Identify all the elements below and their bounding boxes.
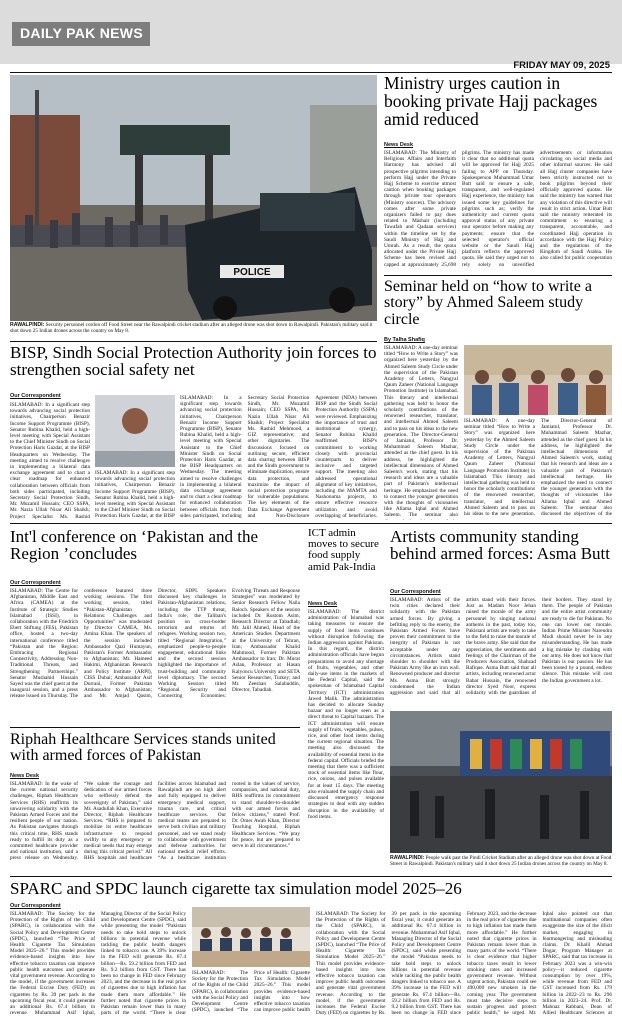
caption-label: RAWALPINDI: xyxy=(10,322,45,328)
sparc-body-mid: ISLAMABAD: The Society for the Protection of the Rights of the Child (SPARC), in collaboration with the Social Policy and Development Centre (SPDC), launched “The Price of Health: Cigarette Tax Simulation Model 2025–26.” This model provides evidence-based insights into how effective tobacco taxation can improve public health xyxy=(192,970,310,1014)
hajj-headline: Ministry urges caution in booking private Hajj packages amid reduced xyxy=(384,75,598,129)
artists-photo xyxy=(390,711,612,853)
ict-byline: News Desk xyxy=(308,601,338,607)
seminar-byline: By Talha Shafiq xyxy=(384,337,425,343)
sparc-body-left: ISLAMABAD: The Society for the Protection of the Rights of the Child (SPARC), in collaboration with the Social Policy and Development Centre (SPDC), launched “The Price of Health: Cigarette Tax Simulation Model 2025–26.” This model provides evidence-based insights into how effective tobacco taxation can improve public health outcomes and generate vital government revenue. According to the model, if the government increases the Federal Excise Duty (FED) on cigarettes by Rs. 39 per pack in the upcoming fiscal year, it could generate an additional Rs. 67.4 billion in revenue. Muhammad Asif Iqbal, Managing Director of the Social Policy and Development Centre (SPDC), said while presenting the model “Pakistan needs to take bold steps to unlock billions in potential revenue while tackling the public health dangers linked to tobacco use. A 39% increase in the FED will generate Rs. 67.4 billion—Rs. 59.2 billion from FED and Rs. 9.2 billion from GST. There has been no change in FED since February 2023, and the decrease in the real price of cigarettes due to high inflation has made them more affordable.” He further noted that cigarette prices in Pakistan remain lower than in many parts of the world. “There is clear xyxy=(10,911,186,1017)
bisp-photo xyxy=(95,395,175,467)
seminar-body-col1: ISLAMABAD: A one-day seminar titled “How to Write a Story” was organized here yesterday by the Ahmed Saleem Study Circle under the supervision of the Pakistan Academy of Letters, Nangyal Qaum Zaheer (National Language Promotion Institute) in Islamabad. This literary and intellectual gathering was held to honor the scholarly contributions of the renowned researcher, translator, and intellectual Ahmed Saleem and to pass on his ideas to the new generation. The Director-General of Jamiatul, Professor Dr. Muhammad Saleem Mazhar, attended as the chief guest. In his address, he highlighted the intellectual dimensions of Ahmed Saleem's work, stating that his research and ideas are a valuable part of Pakistan's intellectual heritage. He emphasized the need to connect the younger generation with the thoughts of visionaries like Allama Iqbal and Ahmed Saleem. The seminar also xyxy=(384,345,458,519)
bisp-body-col1: ISLAMABAD: In a significant step towards advancing social protection initiatives, Chairperson Benazir Income Support Programme (BISP), Senator Rubina Khalid, held a high-level meeting with Special Assistant to the Chief Minister Sindh on Social Protection Haris Gazdar, at the BISP Headquarters on Wednesday. The meeting aimed to resolve challenges in implementing a bilateral data exchange agreement and to chart a clear roadmap for enhanced collaboration between officials from both sides participated, including Secretary Social Protection Sindh, Mr. Muzamil Hussain; CEO SSPA, Mr. Nazia Ullah Nisar Ali Shaikh; Project Specialist Ms. Rashid xyxy=(10,402,90,520)
intl-byline: Our Correspondent xyxy=(10,580,61,586)
riphah-byline: News Desk xyxy=(10,773,40,779)
ict-headline: ICT admin moves to secure food supply amid Pak-India xyxy=(308,528,379,573)
seminar-headline: Seminar held on “how to write a story” by Ahmed Saleem study circle xyxy=(384,279,592,328)
newspaper-title: DAILY PAK NEWS xyxy=(20,25,143,41)
top-rule xyxy=(10,72,612,73)
bisp-rule xyxy=(10,341,377,342)
seminar-body-cont: ISLAMABAD: A one-day seminar titled “How to Write a Story” was organized here yesterday by the Ahmed Saleem Study Circle under the supervision of the Pakistan Academy of Letters, Nangyal Qaum Zaheer (National Language Promotion Institute) in Islamabad. This literary and intellectual gathering was held to honor the scholarly contributions of the renowned researcher, translator, and intellectual Ahmed Saleem and to pass on his ideas to the new generation. The Director-General of Jamiatul, Professor Dr. Muhammad Saleem Mazhar, attended as the chief guest. In his address, he highlighted the intellectual dimensions of Ahmed Saleem's work, stating that his research and ideas are a valuable part of Pakistan's intellectual heritage. He emphasized the need to connect the younger generation with the thoughts of visionaries like Allama Iqbal and Ahmed Saleem. The seminar also discussed the objectives of the xyxy=(464,418,612,518)
lead-photo xyxy=(10,75,377,321)
police-text: POLICE xyxy=(233,267,271,278)
artists-body: ISLAMABAD: Artists of the twin cities declared their solidarity with the Pakistan armed forces. By giving a befitting reply to the enemy, the Pakistan Armed Forces have proven their commitment to the integrity of Pakistan is not acceptable under any circumstances. Artists stand shoulder to shoulder with the Pakistan Army like an iron wall. Renowned producer and director Ms. Asma Butt strongly condemned the Indian aggression and said that all artists stand with their forces. Just as Madam Noor Jehan raised the morale of the army personnel by singing national anthems in the past, today too, Pakistani artists are ready to take to the field to raise the morale of the brave army. She said that the appreciation, the sentiments and feelings of the Chairman of the Producers Association, Shahzad Rafique. Asma Butt said that all artists, including renowned actor Babar Hussain, the renowned director Syed Noor, express solidarity with the guardians of their borders. They stand by them. The people of Pakistan and the entire artist community are ready to die for Pakistan. No one can lower our morale. Indian Prime Minister Narendra Modi should never be in any misunderstanding. He has made a big mistake by clashing with our army. He does not know that Pakistan is our passion. He has been tossed by a pound, endless silence. This mistake will cost the Indian government a lot. xyxy=(390,597,612,697)
bisp-portrait xyxy=(95,395,175,467)
seminar-photo xyxy=(464,345,612,415)
artists-caption-label: RAWALPINDI: xyxy=(390,855,425,861)
bisp-byline: Our Correspondent xyxy=(10,393,61,399)
hajj-body: ISLAMABAD: The Ministry of Religious Affairs and Interfaith Harmony has advised all prospective pilgrims intending to perform Hajj under the Private Hajj Scheme to exercise utmost caution when booking packages through private tour operators (Ministry sources). The advisory comes after some private organizers failed to pay dues related to Mashair (including Tawafah and Qadaan services) within the timeline set by the Saudi Ministry of Hajj and Umrah. As a result, the quota allocated under the Private Hajj Scheme has been revised and capped at approximately 25,698 pilgrims. The ministry has made it clear that no additional quota will be approved for Hajj 2025 failing to APP on Thursday. Spokesperson Muhammad Umar Butt said to ensure a safe, transparent, and well-regulated Hajj experience, the ministry has issued some key guidelines for pilgrims such as; verify the authenticity and current quota approval status of any private tour operator before making any payments; ensure that the selected operator's official website or the Saudi Hajj platform reflects the approved quota. He said they urged not to rely solely on unverified advertisements or information circulating on social media and other informal sources. He said all Hajj cluster companies have been strictly instructed not to book pilgrims beyond their officially approved quotas. He said the ministry has warned that any violation of this directive will result in strict action. Umar Butt said the ministry reiterated its commitment to ensuring a transparent, accountable, and coordinated Hajj operation in accordance with the Hajj Policy and the regulations of the Kingdom of Saudi Arabia. He also called for public cooperation xyxy=(384,150,612,268)
sparc-body-right: ISLAMABAD: The Society for the Protection of the Rights of the Child (SPARC), in collaboration with the Social Policy and Development Centre (SPDC), launched “The Price of Health: Cigarette Tax Simulation Model 2025–26.” This model provides evidence-based insights into how effective tobacco taxation can improve public health outcomes and generate vital government revenue. According to the model, if the government increases the Federal Excise Duty (FED) on cigarettes by Rs. 39 per pack in the upcoming fiscal year, it could generate an additional Rs. 67.4 billion in revenue. Muhammad Asif Iqbal, Managing Director of the Social Policy and Development Centre (SPDC), said while presenting the model “Pakistan needs to take bold steps to unlock billions in potential revenue while tackling the public health dangers linked to tobacco use. A 39% increase in the FED will generate Rs. 67.4 billion—Rs. 59.2 billion from FED and Rs. 9.2 billion from GST. There has been no change in FED since February 2023, and the decrease in the real price of cigarettes due to high inflation has made them more affordable.” He further noted that cigarette prices in Pakistan remain lower than in many parts of the world. “There is clear evidence that higher tobacco taxes result in lower smoking rates and increased government revenue. Without urgent action, Pakistan could see 490,000 new smokers in the coming year. The government must take decisive steps to sustain progress and protect public health,” he urged. Mr. Iqbal also pointed out that multinational companies often exaggerate the size of the illicit market, engaging in fearmongering and misleading claims. Dr. Khalil Ahmad Dogar, Program Manager at SPARC, said that tax increase in February 2023 was a win-win policy—it reduced cigarette consumption by over 19%, while revenue from FED and GST increased from Rs. 179 billion in 2022–23 to Rs. 296 billion in 2023–24. Prof. Dr. Mahnaz Rabbani, Dean of Allied Healthcare Sciences at xyxy=(316,911,612,1017)
sparc-headline: SPARC and SPDC launch cigarette tax simulation model 2025–26 xyxy=(10,880,462,898)
riphah-headline: Riphah Healthcare Services stands united with armed forces of Pakistan xyxy=(10,732,276,765)
sparc-photo-illustration xyxy=(192,907,310,967)
ict-body: ISLAMABAD: The district administration of Islamabad was taking measures to ensure the supply of food items continues without disruption following the Indian aggression against Pakistan. In this regard, the district administration officials have begun preparations to avoid any shortage of fruits, vegetables, and other daily-use items in the markets of the Federal Capital, said the spokesman of Islamabad Capital Territory (ICT) administration Jawed Malik. The administration has decided to allocate Sunday bazaar and no longer seen as a direct threat to Capital bazaars. The ICT administration will ensure supply of fruits, vegetables, pulses, rice, and other food items during the current regional situation. The meeting also discussed the availability of essential items in the federal capital. Officials briefed the meeting that there was a sufficient stock of essential items like flour, rice, onions, and pulses available for at least 15 days. The meeting also evaluated the supply chain and discussed emergency response strategies to deal with any sudden disruption in the availability of food items. xyxy=(308,609,384,820)
bisp-headline: BISP, Sindh Social Protection Authority join forces to strengthen social safety net xyxy=(10,344,377,379)
lead-photo-caption xyxy=(10,322,377,336)
hajj-rule xyxy=(384,275,612,276)
stadium-photo-illustration xyxy=(390,711,612,853)
artists-caption xyxy=(390,855,612,874)
bottom-rule xyxy=(10,876,612,877)
hajj-byline: News Desk xyxy=(384,142,414,148)
caption-text: Security personnel cordon off Food Street near the Rawalpindi cricket stadium after an alleged drone was shot down in Rawalpindi. Pakistan's military said it shot down 25 Indian drones across the country on May 8. xyxy=(10,322,373,335)
riphah-body: ISLAMABAD: In the wake of the current national security challenges, Riphah Healthcare Services (RHS) reaffirms its unwavering solidarity with the Pakistan Armed Forces and the resilient people of our nation. As Pakistan navigates through this critical time, RHS stands ready to fulfill its duty as a committed healthcare provider and national institution, said a press release on Wednesday. “We salute the courage and dedication of our armed forces who selflessly defend the sovereignty of Pakistan,” said Mr. Asadullah Khan, Executive Director, Riphah Healthcare Services. “RHS is prepared to mobilize its entire healthcare infrastructure to respond swiftly to any emergency or medical needs that may emerge during this critical period.” All RHS hospitals and healthcare facilities across Islamabad and Rawalpindi are on high alert and fully equipped to deliver emergency medical support, trauma care, and critical healthcare services. Our medical teams are prepared to serve both civilian and military personnel, and we stand ready to collaborate with government and defense authorities for national medical relief efforts. “As a healthcare institution rooted in the values of service, compassion, and national duty, RHS reaffirms its commitment to stand shoulder-to-shoulder with our armed forces and fellow citizens,” stated Prof. Dr. Omer Awab Khan, Director Teaching Hospital, Riphah Healthcare Services. “We pray for peace, but are prepared to serve in all circumstances.” xyxy=(10,781,300,862)
intl-body: ISLAMABAD: The Centre for Afghanistan, Middle East and Africa (CAMEA) at the Institute of Strategic Studies Islamabad (ISSI), in collaboration with the Friedrich Ebert Stiftung (FES), Pakistan office, hosted a two-day international conference titled “Pakistan and the Region: Embracing Regional Connectivity, Addressing Non-Traditional Threats, and Strengthening Partnerships.” Senator Mushahid Hussain Sayed was the chief guest at the inaugural session, and a press release issued on Thursday. The conference featured three working sessions. The first working session, titled “Pakistan-Afghanistan Relations: Challenges and Opportunities” was moderated by Director CAMEA, Ms. Amina Khan. The speakers of the session included Ambassador Qazi Humayun, Pakistan's Former Ambassador to Afghanistan; Mr. Hameed Hakimi, Afghanistan Research and Policy Institute (ARPI), CISS Dubai; Ambassador Asif Durrani, Former Pakistan Ambassador to Afghanistan; and Mr. Amjad Qasim, Director, SDPI. Speakers discussed key challenges in Pakistan-Afghanistan relations, including the TTP threat, India's role, the Taliban's position on cross-border terrorism and returns of refugees. Working session two, titled “Regional Integration,” emphasized people-to-people engagement, educational links and the second session highlighted the importance of trust-building and community level diplomacy. The second Working Session titled “Regional Security and Connecting Economies: Evolving Threats and Response Strategies” was moderated by Senior Research Fellow Naila Baloch. Speakers of the session included Dr. Rustom Asim, Research Director at Tabadlab; Mr. Jalil Ahmed, Head of the American Studies Department at the University of Tehran, Iran; Ambassador Khalid Mahmood, Former Pakistan Ambassador to Iran; Dr. Murat Aslan, Professor at Hasan Kalyoncu University and SETA Senior Researcher, Turkey; and Mr. Zeeshan Salahuddin, Director, Tabadlab. xyxy=(10,588,300,700)
mid-rule xyxy=(10,523,612,524)
bisp-body-main: ISLAMABAD: In a significant step towards advancing social protection initiatives, Chairperson Benazir Income Support Programme (BISP), Senator Rubina Khalid, held a high-level meeting with Special Assistant to the Chief Minister Sindh on Social Protection Haris Gazdar, at the BISP Headquarters on Wednesday. The meeting aimed to resolve challenges in implementing a bilateral data exchange agreement and to chart a clear roadmap for enhanced collaboration between officials from both sides participated, including Secretary Social Protection Sindh, Mr. Muzamil Hussain; CEO SSPA, Mr. Nazia Ullah Nisar Ali Shaikh; Project Specialist Ms. Rashid Mehmood, a GIZ representative; and other dignitaries. The discussions focused on outlining secure, efficient data sharing between BISP and the Sindh government to eliminate duplication, ensure data protection, and maximize the impact of social protection programs for vulnerable populations. The key elements of the Data Exchange Agreement and Non-Disclosure Agreement (NDA) between BISP and the Sindh Social Protection Authority (SSPA) were reviewed. Emphasizing the importance of trust and institutional synergy, Senator Rubina Khalid reaffirmed BISP's commitment to working closely with provincial counterparts to deliver inclusive and targeted support. The meeting also addressed operational alignment of key initiatives, including the MAMTA and Nashonuma projects, to ensure effective resource utilization and avoid overlapping of beneficiaries. xyxy=(180,395,377,519)
riphah-rule xyxy=(10,727,300,728)
lead-photo-illustration xyxy=(10,75,377,321)
seminar-photo-illustration xyxy=(464,345,612,415)
bisp-body-col2: ISLAMABAD: In a significant step towards advancing social protection initiatives, Chairperson Benazir Income Support Programme (BISP), Senator Rubina Khalid, held a high-level meeting with Special Assistant to the Chief Minister Sindh on Social Protection Haris Gazdar, at the BISP xyxy=(95,470,175,520)
artists-caption-text: People walk past the Pindi Cricket Stadium after an alleged drone was shot down at Food Street in Rawalpindi. Pakistan's military said it shot down 25 Indian drones across the country on May 8. xyxy=(390,855,612,868)
sparc-photo xyxy=(192,907,310,967)
artists-headline: Artists community standing behind armed forces: Asma Butt xyxy=(390,528,611,563)
intl-headline: Int'l conference on ‘Pakistan and the Region ’concludes xyxy=(10,528,259,563)
artists-byline: Our Correspondent xyxy=(390,589,441,595)
sparc-byline: Our Correspondent xyxy=(10,903,61,909)
issue-date: FRIDAY MAY 09, 2025 xyxy=(513,60,610,71)
